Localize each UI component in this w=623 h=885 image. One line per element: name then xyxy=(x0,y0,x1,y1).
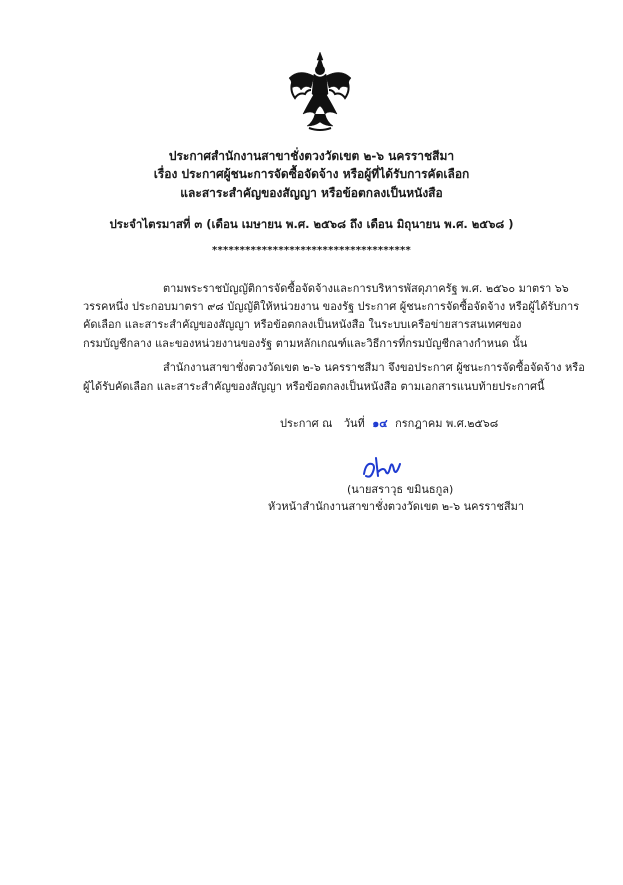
paragraph-2-line-2: ผู้ได้รับคัดเลือก และสาระสำคัญของสัญญา หรือข้อตกลงเป็นหนังสือ ตามเอกสารแนบท้ายประกาศนี้ xyxy=(83,380,545,393)
separator-line: ************************************ xyxy=(211,245,412,256)
paragraph-1-line-2: วรรคหนึ่ง ประกอบมาตรา ๙๘ บัญญัติให้หน่วยงาน ของรัฐ ประกาศ ผู้ชนะการจัดซื้อจัดจ้าง หรือผู้ได้รับการ xyxy=(83,300,580,313)
announce-at-label: ประกาศ ณ xyxy=(280,417,333,430)
paragraph-1-line-1: ตามพระราชบัญญัติการจัดซื้อจัดจ้างและการบริหารพัสดุภาครัฐ พ.ศ. ๒๕๖๐ มาตรา ๖๖ xyxy=(163,282,569,295)
paragraph-1-line-4: กรมบัญชีกลาง และของหน่วยงานของรัฐ ตามหลักเกณฑ์และวิธีการที่กรมบัญชีกลางกำหนด นั้น xyxy=(83,337,528,350)
signer-name: (นายสราวุธ ขมินธกูล) xyxy=(347,483,454,496)
announcement-title: ประกาศสำนักงานสาขาชั่งตวงวัดเขต ๒-๖ นครราชสีมา xyxy=(168,149,455,163)
signer-title: หัวหน้าสำนักงานสาขาชั่งตวงวัดเขต ๒-๖ นครราชสีมา xyxy=(268,500,525,513)
date-day-handwritten: ๑๔ xyxy=(372,417,388,430)
date-month-year: กรกฎาคม พ.ศ.๒๕๖๘ xyxy=(395,417,499,430)
date-label: วันที่ xyxy=(343,417,365,430)
announcement-subject-cont: และสาระสำคัญของสัญญา หรือข้อตกลงเป็นหนังสือ xyxy=(180,186,443,200)
announcement-date xyxy=(280,416,506,432)
handwritten-signature xyxy=(360,452,408,482)
paragraph-1-line-3: คัดเลือก และสาระสำคัญของสัญญา หรือข้อตกลงเป็นหนังสือ ในระบบเครือข่ายสารสนเทศของ xyxy=(83,318,522,331)
reporting-period: ประจำไตรมาสที่ ๓ (เดือน เมษายน พ.ศ. ๒๕๖๘ ถึง เดือน มิถุนายน พ.ศ. ๒๕๖๘ ) xyxy=(109,217,514,231)
paragraph-2-line-1: สำนักงานสาขาชั่งตวงวัดเขต ๒-๖ นครราชสีมา จึงขอประกาศ ผู้ชนะการจัดซื้อจัดจ้าง หรือ xyxy=(163,361,585,374)
announcement-subject: เรื่อง ประกาศผู้ชนะการจัดซื้อจัดจ้าง หรือผู้ที่ได้รับการคัดเลือก xyxy=(153,167,470,181)
garuda-emblem-icon xyxy=(285,50,355,132)
